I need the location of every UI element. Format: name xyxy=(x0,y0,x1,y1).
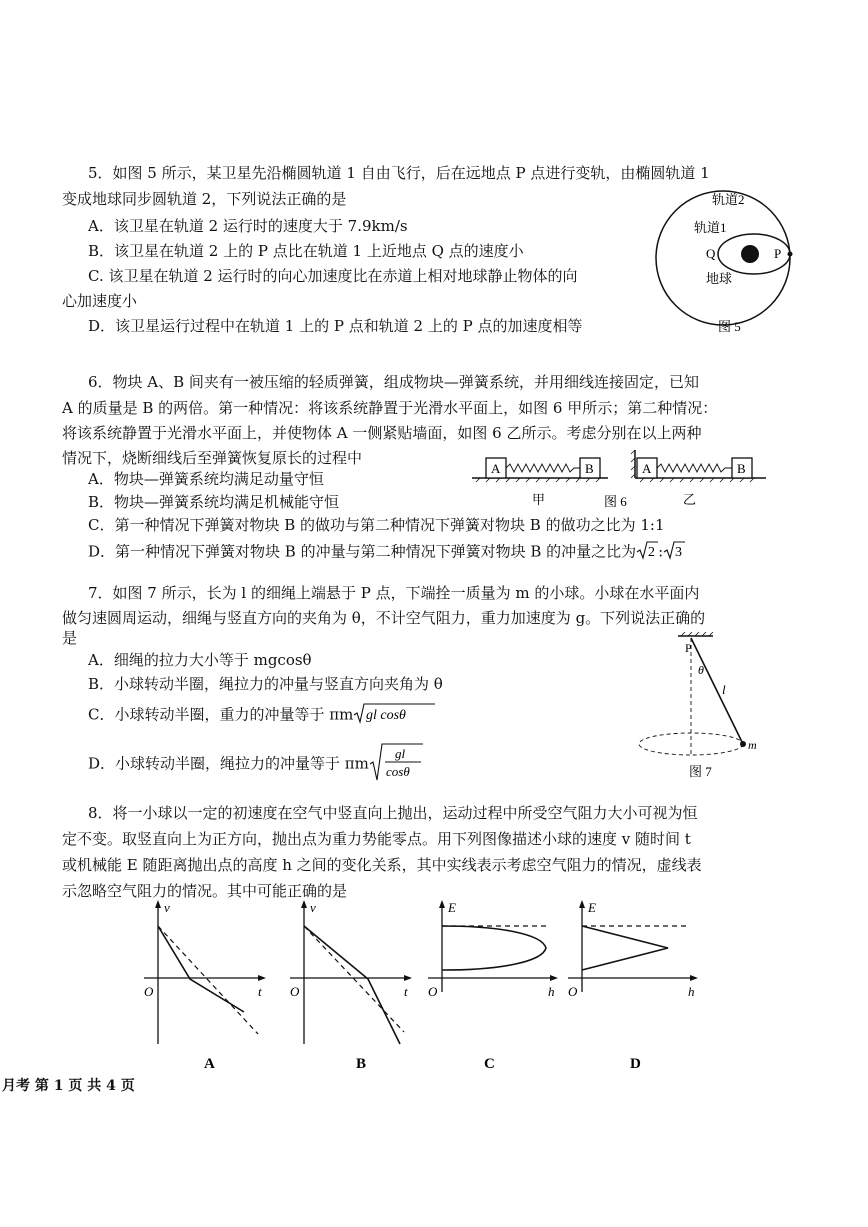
q6-line1: 6．物块 A、B 间夹有一被压缩的轻质弹簧，组成物块—弹簧系统，并用细线连接固定，已知 xyxy=(88,373,699,391)
q8-line2: 定不变。取竖直向上为正方向，抛出点为重力势能零点。用下列图像描述小球的速度 v 随时间 t xyxy=(62,830,691,848)
sqrt-gl-over-cos xyxy=(369,742,425,787)
block-a-jia-label: A xyxy=(491,461,501,476)
block-a-yi-label: A xyxy=(642,461,652,476)
svg-text:gl: gl xyxy=(394,746,406,761)
q7-option-b: B．小球转动半圈，绳拉力的冲量与竖直方向夹角为 θ xyxy=(88,675,443,693)
axis-e-label: E xyxy=(448,900,456,915)
origin-label: O xyxy=(568,984,578,999)
axis-v-label: v xyxy=(310,900,316,915)
q5-option-c-1: C. 该卫星在轨道 2 运行时的向心加速度比在赤道上相对地球静止物体的向 xyxy=(88,267,578,285)
graph-d-energy-height xyxy=(560,896,710,1076)
block-b-yi-label: B xyxy=(737,461,746,476)
figure-7-conical-pendulum xyxy=(635,632,775,782)
origin-label: O xyxy=(290,984,300,999)
length-label: l xyxy=(722,682,726,697)
graph-c-label: C xyxy=(484,1056,495,1072)
q8-line4: 示忽略空气阻力的情况。其中可能正确的是 xyxy=(62,882,348,900)
graph-c-energy-height xyxy=(420,896,570,1076)
origin-label: O xyxy=(144,984,154,999)
solid-curve xyxy=(442,926,546,970)
q7-option-d-text: D．小球转动半圈，绳拉力的冲量等于 πm xyxy=(88,754,369,773)
q6-option-d xyxy=(88,540,685,565)
q5-option-b: B．该卫星在轨道 2 上的 P 点比在轨道 1 上近地点 Q 点的速度小 xyxy=(88,242,524,260)
point-p-dot xyxy=(788,252,793,257)
point-p-label: P xyxy=(774,246,782,261)
axis-v-label: v xyxy=(164,900,170,915)
solid-line xyxy=(582,926,668,970)
figure-5-orbit-diagram xyxy=(650,180,800,340)
q8-line1: 8．将一小球以一定的初速度在空气中竖直向上抛出，运动过程中所受空气阻力大小可视为恒 xyxy=(88,804,698,822)
q7-line2: 做匀速圆周运动，细绳与竖直方向的夹角为 θ，不计空气阻力，重力加速度为 g。下列说法正确的 xyxy=(62,609,706,627)
axis-e-label: E xyxy=(588,900,596,915)
graph-a-velocity-time xyxy=(138,896,278,1076)
svg-text:2: 2 xyxy=(648,545,656,560)
axis-t-label: t xyxy=(258,984,262,999)
spring-yi xyxy=(657,464,732,472)
q6-option-a: A．物块—弹簧系统均满足动量守恒 xyxy=(88,470,324,488)
sqrt-3 xyxy=(663,540,685,565)
origin-label: O xyxy=(428,984,438,999)
page-footer: 月考 第 1 页 共 4 页 xyxy=(2,1078,135,1094)
sqrt-gl-cos xyxy=(353,702,437,729)
q6-line4: 情况下，烧断细线后至弹簧恢复原长的过程中 xyxy=(62,449,363,467)
q5-option-d: D．该卫星运行过程中在轨道 1 上的 P 点和轨道 2 上的 P 点的加速度相等 xyxy=(88,317,583,335)
graph-a-label: A xyxy=(204,1056,215,1072)
figure-7-caption: 图 7 xyxy=(689,764,712,779)
dashed-line xyxy=(304,926,404,1032)
earth-dot xyxy=(741,245,759,263)
q5-option-c-2: 心加速度小 xyxy=(62,292,138,310)
q7-option-a: A．细绳的拉力大小等于 mgcosθ xyxy=(88,651,312,669)
q6-line2: A 的质量是 B 的两倍。第一种情况：将该系统静置于光滑水平面上，如图 6 甲所示；第二种情况： xyxy=(62,399,718,417)
label-yi: 乙 xyxy=(683,492,697,507)
figure-5-caption: 图 5 xyxy=(718,319,741,334)
q6-line3: 将该系统静置于光滑水平面上，并使物体 A 一侧紧贴墙面，如图 6 乙所示。考虑分别在以上两种 xyxy=(62,424,702,442)
axis-h-label: h xyxy=(688,984,695,999)
point-q-label: Q xyxy=(706,246,716,261)
earth-label: 地球 xyxy=(706,271,733,286)
orbit-1-label: 轨道1 xyxy=(694,220,727,235)
theta-label: θ xyxy=(698,663,704,677)
point-p-label: P xyxy=(685,641,692,655)
ratio-colon: : xyxy=(658,542,664,561)
q5-line2: 变成地球同步圆轨道 2，下列说法正确的是 xyxy=(62,190,347,208)
q7-option-c xyxy=(88,702,437,729)
q7-line3: 是 xyxy=(62,629,78,647)
graph-d-label: D xyxy=(630,1056,641,1072)
q7-option-c-text: C．小球转动半圈，重力的冲量等于 πm xyxy=(88,705,354,724)
svg-text:3: 3 xyxy=(675,545,683,560)
axis-t-label: t xyxy=(404,984,408,999)
q5-option-a: A．该卫星在轨道 2 运行时的速度大于 7.9km/s xyxy=(88,217,408,235)
q8-line3: 或机械能 E 随距离抛出点的高度 h 之间的变化关系，其中实线表示考虑空气阻力的情况，虚线表 xyxy=(62,856,702,874)
figure-6-caption: 图 6 xyxy=(604,494,627,509)
solid-line xyxy=(158,926,244,1012)
svg-text:gl cosθ: gl cosθ xyxy=(366,708,407,723)
graph-b-label: B xyxy=(356,1056,367,1072)
orbit-2-label: 轨道2 xyxy=(712,192,745,207)
q5-line1: 5．如图 5 所示，某卫星先沿椭圆轨道 1 自由飞行，后在远地点 P 点进行变轨，由椭圆轨道 1 xyxy=(88,164,710,182)
q7-line1: 7．如图 7 所示，长为 l 的细绳上端悬于 P 点，下端拴一质量为 m 的小球。小球在水平面内 xyxy=(88,584,700,602)
q7-option-d xyxy=(88,742,425,787)
block-b-jia-label: B xyxy=(585,461,594,476)
axis-h-label: h xyxy=(548,984,555,999)
mass-label: m xyxy=(748,738,757,752)
dashed-line xyxy=(158,926,258,1034)
string xyxy=(691,638,743,744)
sqrt-2 xyxy=(636,540,658,565)
label-jia: 甲 xyxy=(532,492,546,507)
svg-text:cosθ: cosθ xyxy=(385,764,410,779)
q6-option-d-text: D．第一种情况下弹簧对物块 B 的冲量与第二种情况下弹簧对物块 B 的冲量之比为 xyxy=(88,542,637,561)
ball xyxy=(740,741,746,747)
graph-b-velocity-time xyxy=(284,896,424,1076)
q6-option-c: C．第一种情况下弹簧对物块 B 的做功与第二种情况下弹簧对物块 B 的做功之比为 1:1 xyxy=(88,516,665,534)
figure-6-spring-diagram xyxy=(470,448,770,512)
solid-line xyxy=(304,926,400,1044)
spring-jia xyxy=(506,464,580,472)
q6-option-b: B．物块—弹簧系统均满足机械能守恒 xyxy=(88,493,340,511)
orbit-2-circle xyxy=(656,191,790,325)
